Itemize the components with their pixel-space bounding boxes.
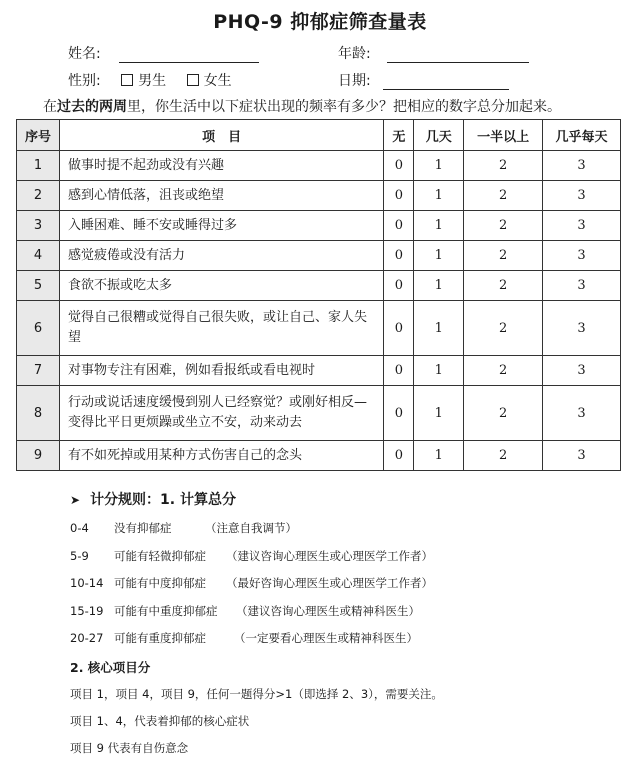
scoring-heading	[70, 489, 236, 509]
advice-note: （建议咨询心理医生或精神科医生）	[236, 604, 420, 618]
row-number: 2	[17, 181, 60, 211]
intro-emphasis: 过去的两周	[57, 99, 127, 115]
score-option-2[interactable]: 2	[464, 271, 543, 301]
female-checkbox[interactable]	[187, 74, 199, 86]
table-row	[17, 271, 621, 301]
score-option-1[interactable]: 1	[414, 151, 464, 181]
score-option-2[interactable]: 2	[464, 301, 543, 356]
score-option-2[interactable]: 2	[464, 241, 543, 271]
score-range: 5-9	[70, 549, 89, 563]
header-several-days: 几天	[414, 120, 464, 151]
scoring-rule	[70, 520, 297, 536]
score-option-2[interactable]: 2	[464, 356, 543, 386]
table-row	[17, 151, 621, 181]
score-option-1[interactable]: 1	[414, 271, 464, 301]
score-option-0[interactable]: 0	[384, 441, 414, 471]
score-option-1[interactable]: 1	[414, 386, 464, 441]
scoring-rule	[70, 630, 418, 646]
score-option-2[interactable]: 2	[464, 181, 543, 211]
core-note: 项目 9 代表有自伤意念	[70, 741, 189, 755]
score-option-3[interactable]: 3	[543, 181, 621, 211]
score-option-0[interactable]: 0	[384, 356, 414, 386]
table-row	[17, 301, 621, 356]
scoring-rule	[70, 548, 433, 564]
row-number: 8	[17, 386, 60, 441]
header-more-than-half: 一半以上	[464, 120, 543, 151]
row-number: 1	[17, 151, 60, 181]
score-option-3[interactable]: 3	[543, 211, 621, 241]
score-option-2[interactable]: 2	[464, 441, 543, 471]
advice-note: （注意自我调节）	[205, 521, 297, 535]
advice-note: （最好咨询心理医生或心理医学工作者）	[226, 576, 433, 590]
score-option-0[interactable]: 0	[384, 241, 414, 271]
score-option-1[interactable]: 1	[414, 211, 464, 241]
row-item-text: 感觉疲倦或没有活力	[59, 241, 383, 271]
score-option-2[interactable]: 2	[464, 386, 543, 441]
gender-field	[68, 70, 232, 90]
phq9-table	[16, 119, 621, 471]
score-option-3[interactable]: 3	[543, 151, 621, 181]
core-note: 项目 1，项目 4，项目 9，任何一题得分>1（即选择 2、3），需要关注。	[70, 687, 443, 701]
name-label: 姓名:	[68, 46, 101, 62]
row-number: 4	[17, 241, 60, 271]
name-field	[68, 43, 259, 63]
score-option-1[interactable]: 1	[414, 441, 464, 471]
score-range: 10-14	[70, 576, 104, 590]
table-row	[17, 181, 621, 211]
score-option-0[interactable]: 0	[384, 151, 414, 181]
row-number: 9	[17, 441, 60, 471]
score-range: 20-27	[70, 631, 104, 645]
intro-suffix: 里，你生活中以下症状出现的频率有多少？把相应的数字总分加起来。	[127, 99, 561, 115]
header-nearly-every-day: 几乎每天	[543, 120, 621, 151]
severity-level: 可能有中度抑郁症	[114, 576, 206, 590]
female-label: 女生	[203, 73, 232, 89]
score-option-0[interactable]: 0	[384, 301, 414, 356]
score-option-3[interactable]: 3	[543, 271, 621, 301]
score-option-3[interactable]: 3	[543, 441, 621, 471]
table-row	[17, 386, 621, 441]
page-title: PHQ-9 抑郁症筛查量表	[213, 11, 427, 33]
score-option-1[interactable]: 1	[414, 301, 464, 356]
arrow-bullet-icon: ➤	[70, 493, 81, 507]
score-option-1[interactable]: 1	[414, 356, 464, 386]
name-input-line[interactable]	[119, 47, 259, 63]
score-option-0[interactable]: 0	[384, 271, 414, 301]
advice-note: （建议咨询心理医生或心理医学工作者）	[226, 549, 433, 563]
score-option-3[interactable]: 3	[543, 356, 621, 386]
row-item-text: 食欲不振或吃太多	[59, 271, 383, 301]
core-items-heading: 2. 核心项目分	[70, 660, 151, 675]
score-option-3[interactable]: 3	[543, 386, 621, 441]
intro-prefix: 在	[43, 99, 57, 115]
severity-level: 可能有轻微抑郁症	[114, 549, 206, 563]
score-option-0[interactable]: 0	[384, 386, 414, 441]
score-option-0[interactable]: 0	[384, 181, 414, 211]
score-range: 15-19	[70, 604, 104, 618]
score-option-2[interactable]: 2	[464, 151, 543, 181]
row-item-text: 做事时提不起劲或没有兴趣	[59, 151, 383, 181]
score-option-0[interactable]: 0	[384, 211, 414, 241]
date-field	[338, 70, 509, 90]
age-input-line[interactable]	[387, 47, 529, 63]
core-note: 项目 1、4，代表着抑郁的核心症状	[70, 714, 250, 728]
row-number: 5	[17, 271, 60, 301]
row-item-text: 对事物专注有困难，例如看报纸或看电视时	[59, 356, 383, 386]
score-option-3[interactable]: 3	[543, 241, 621, 271]
table-header-row	[17, 120, 621, 151]
age-label: 年龄:	[338, 46, 371, 62]
date-label: 日期:	[338, 73, 371, 89]
table-row	[17, 211, 621, 241]
male-label: 男生	[138, 73, 167, 89]
age-field	[338, 43, 529, 63]
row-item-text: 觉得自己很糟或觉得自己很失败，或让自己、家人失望	[59, 301, 383, 356]
row-item-text: 行动或说话速度缓慢到别人已经察觉？或刚好相反—变得比平日更烦躁或坐立不安，动来动去	[59, 386, 383, 441]
table-row	[17, 241, 621, 271]
scoring-heading-text: 计分规则：1. 计算总分	[90, 492, 236, 508]
severity-level: 可能有中重度抑郁症	[114, 604, 218, 618]
instructions	[43, 96, 561, 116]
row-number: 6	[17, 301, 60, 356]
row-item-text: 感到心情低落，沮丧或绝望	[59, 181, 383, 211]
score-option-1[interactable]: 1	[414, 181, 464, 211]
row-item-text: 入睡困难、睡不安或睡得过多	[59, 211, 383, 241]
male-checkbox[interactable]	[121, 74, 133, 86]
score-option-3[interactable]: 3	[543, 301, 621, 356]
header-no: 序号	[17, 120, 60, 151]
gender-label: 性别:	[68, 73, 101, 89]
severity-level: 没有抑郁症	[114, 521, 172, 535]
row-number: 7	[17, 356, 60, 386]
severity-level: 可能有重度抑郁症	[114, 631, 206, 645]
header-none: 无	[384, 120, 414, 151]
score-range: 0-4	[70, 521, 89, 535]
score-option-2[interactable]: 2	[464, 211, 543, 241]
date-input-line[interactable]	[383, 74, 509, 90]
row-item-text: 有不如死掉或用某种方式伤害自己的念头	[59, 441, 383, 471]
table-row	[17, 356, 621, 386]
header-item: 项 目	[59, 120, 383, 151]
scoring-rule	[70, 575, 433, 591]
table-row	[17, 441, 621, 471]
score-option-1[interactable]: 1	[414, 241, 464, 271]
scoring-rule	[70, 603, 420, 619]
advice-note: （一定要看心理医生或精神科医生）	[234, 631, 418, 645]
row-number: 3	[17, 211, 60, 241]
